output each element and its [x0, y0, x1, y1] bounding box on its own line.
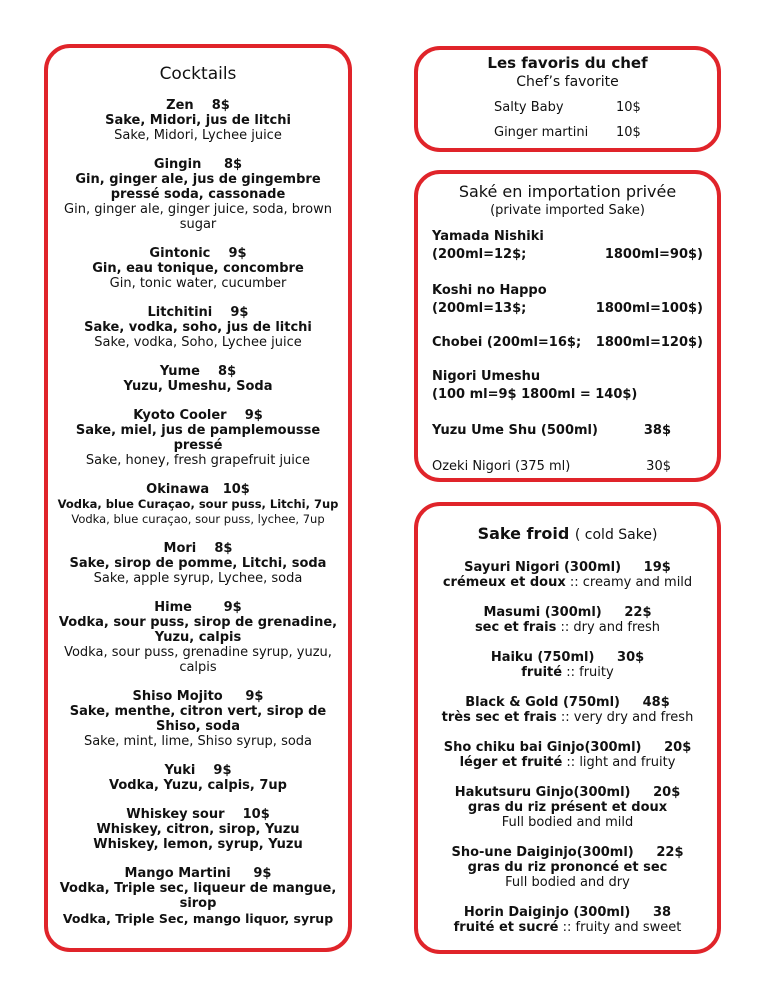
- sake-price: 20$: [653, 785, 681, 800]
- cold-sake-item: Haiku (750ml) 30$ fruité :: fruity: [490, 650, 645, 680]
- favorites-subtitle: Chef’s favorite: [516, 74, 619, 90]
- cocktail-desc-fr: Whiskey, citron, sirop, Yuzu: [96, 822, 300, 837]
- favorite-name: Salty Baby: [494, 100, 564, 115]
- import-item: [432, 368, 709, 404]
- cocktail-item: [54, 600, 342, 675]
- cocktail-name: Okinawa: [146, 482, 210, 497]
- favorite-name: Ginger martini: [494, 125, 589, 140]
- import-prices: (100 ml=9$ 1800ml = 140$): [432, 387, 638, 402]
- sake-name: Sayuri Nigori (300ml): [464, 560, 622, 575]
- cocktail-list: [54, 98, 342, 926]
- cocktail-price: 8$: [211, 98, 230, 113]
- favorite-item: [494, 100, 641, 115]
- cold-sake-item: Hakutsuru Ginjo(300ml) 20$ gras du riz présent et doux Full bodied and mild: [454, 785, 681, 830]
- cocktail-desc-fr: Yuzu, Umeshu, Soda: [123, 379, 273, 394]
- cocktail-name: Hime: [154, 600, 192, 615]
- sake-name: Hakutsuru Ginjo(300ml): [454, 785, 631, 800]
- cocktail-desc-en: Whiskey, lemon, syrup, Yuzu: [93, 837, 303, 852]
- cocktail-desc-fr: Sake, Midori, jus de litchi: [105, 113, 291, 128]
- cocktail-desc-en: Sake, apple syrup, Lychee, soda: [93, 571, 303, 586]
- cocktail-desc-en: Sake, mint, lime, Shiso syrup, soda: [83, 734, 313, 749]
- sake-price: 20$: [664, 740, 692, 755]
- import-name: Yuzu Ume Shu (500ml): [432, 423, 598, 438]
- sake-price: 22$: [624, 605, 652, 620]
- cocktail-name: Yume: [159, 364, 200, 379]
- cocktail-price: 8$: [218, 364, 237, 379]
- cocktail-item: [54, 541, 342, 586]
- import-price-large: 1800ml=90$): [604, 247, 703, 262]
- import-name: Chobei (200ml=16$;: [432, 335, 582, 350]
- cocktail-item: [54, 305, 342, 350]
- cocktail-item: [54, 98, 342, 143]
- cocktail-desc-fr: Sake, miel, jus de pamplemousse pressé: [75, 423, 321, 453]
- sake-name: Horin Daiginjo (300ml): [463, 905, 631, 920]
- favorites-title: Les favoris du chef: [487, 54, 648, 72]
- cocktail-price: 10$: [222, 482, 250, 497]
- cocktail-item: [54, 807, 342, 852]
- favorite-item: [494, 125, 641, 140]
- cocktail-item: [54, 866, 342, 926]
- cold-sake-panel: [414, 502, 721, 954]
- sake-price: 30$: [617, 650, 645, 665]
- favorite-price: 10$: [616, 125, 641, 140]
- cocktail-desc-en: Sake, honey, fresh grapefruit juice: [85, 453, 311, 468]
- cocktail-desc-fr: Sake, menthe, citron vert, sirop de Shiso, soda: [69, 704, 327, 734]
- cocktail-desc-en: Vodka, blue curaçao, sour puss, lychee, 7up: [71, 512, 325, 526]
- favorite-price: 10$: [616, 100, 641, 115]
- cocktail-item: [54, 246, 342, 291]
- import-item: [432, 458, 709, 476]
- cocktail-desc-en: Sake, Midori, Lychee juice: [114, 128, 282, 143]
- cocktail-desc-en: Vodka, sour puss, grenadine syrup, yuzu, calpis: [64, 645, 332, 675]
- cocktail-name: Mori: [163, 541, 197, 556]
- cocktail-price: 9$: [213, 763, 232, 778]
- cocktail-name: Kyoto Cooler: [133, 408, 227, 423]
- import-price: 38$: [643, 423, 671, 438]
- cocktail-price: 9$: [223, 600, 242, 615]
- import-name: Nigori Umeshu: [432, 369, 541, 384]
- cocktail-item: [54, 482, 342, 527]
- cocktails-title: Cocktails: [159, 64, 237, 84]
- cocktail-desc-fr: Gin, eau tonique, concombre: [92, 261, 304, 276]
- sake-name: Black & Gold (750ml): [465, 695, 620, 710]
- import-subtitle: (private imported Sake): [490, 203, 645, 218]
- cold-sake-list: [424, 560, 711, 950]
- import-price-large: 1800ml=120$): [595, 335, 703, 350]
- import-price: 30$: [646, 459, 671, 474]
- sake-price: 48$: [642, 695, 670, 710]
- cocktail-name: Mango Martini: [124, 866, 231, 881]
- cocktail-item: [54, 364, 342, 394]
- import-name: Koshi no Happo: [432, 283, 547, 298]
- import-price-large: 1800ml=100$): [595, 301, 703, 316]
- cocktail-desc-en: Vodka, Triple Sec, mango liquor, syrup: [62, 911, 334, 926]
- sake-name: Sho chiku bai Ginjo(300ml): [443, 740, 642, 755]
- cold-sake-item: Horin Daiginjo (300ml) 38 fruité et sucré :: fruity and sweet: [453, 905, 682, 935]
- sake-name: Masumi (300ml): [483, 605, 602, 620]
- cocktail-item: [54, 689, 342, 749]
- import-price-small: (200ml=13$;: [432, 301, 527, 316]
- import-item: [432, 228, 709, 264]
- cocktail-name: Zen: [166, 98, 194, 113]
- cocktail-desc-en: Sake, vodka, Soho, Lychee juice: [94, 335, 302, 350]
- cocktail-price: 10$: [242, 807, 270, 822]
- import-item: [432, 334, 709, 352]
- import-item: [432, 422, 709, 440]
- cocktail-name: Shiso Mojito: [132, 689, 223, 704]
- import-price-small: (200ml=12$;: [432, 247, 527, 262]
- cocktail-desc-fr: Vodka, sour puss, sirop de grenadine, Yuzu, calpis: [58, 615, 338, 645]
- private-import-panel: [414, 170, 721, 482]
- cocktail-desc-fr: Vodka, blue Curaçao, sour puss, Litchi, 7up: [57, 497, 339, 511]
- cocktail-price: 9$: [228, 246, 247, 261]
- cold-sake-item: Sho-une Daiginjo(300ml) 22$ gras du riz prononcé et sec Full bodied and dry: [451, 845, 684, 890]
- cold-sake-item: Black & Gold (750ml) 48$ très sec et frais :: very dry and fresh: [441, 695, 694, 725]
- sake-name: Sho-une Daiginjo(300ml): [451, 845, 634, 860]
- cold-sake-item: Sho chiku bai Ginjo(300ml) 20$ léger et fruité :: light and fruity: [443, 740, 692, 770]
- cocktail-name: Gintonic: [149, 246, 211, 261]
- cocktail-price: 9$: [245, 689, 264, 704]
- sake-price: 38: [652, 905, 672, 920]
- cocktail-price: 8$: [214, 541, 233, 556]
- cocktail-price: 9$: [230, 305, 249, 320]
- cocktail-price: 8$: [223, 157, 243, 172]
- import-item: [432, 282, 709, 318]
- cocktail-desc-fr: Vodka, Yuzu, calpis, 7up: [109, 778, 287, 793]
- cocktail-name: Litchitini: [147, 305, 213, 320]
- cocktail-desc-en: Gin, ginger ale, ginger juice, soda, brown sugar: [64, 202, 332, 232]
- cocktail-name: Whiskey sour: [126, 807, 225, 822]
- sake-name: Haiku (750ml): [490, 650, 595, 665]
- sake-price: 19$: [643, 560, 671, 575]
- sake-price: 22$: [656, 845, 684, 860]
- cocktail-desc-fr: Sake, sirop de pomme, Litchi, soda: [69, 556, 327, 571]
- cold-sake-title: Sake froid ( cold Sake): [477, 524, 658, 543]
- cocktail-item: [54, 408, 342, 468]
- cocktail-item: [54, 157, 342, 232]
- cocktails-panel: [44, 44, 352, 952]
- import-name: Yamada Nishiki: [432, 229, 544, 244]
- cocktail-name: Gingin: [153, 157, 202, 172]
- cold-sake-item: Masumi (300ml) 22$ sec et frais :: dry and fresh: [474, 605, 661, 635]
- cocktail-price: 9$: [253, 866, 272, 881]
- import-name: Ozeki Nigori (375 ml): [432, 459, 571, 474]
- cocktail-desc-en: Gin, tonic water, cucumber: [109, 276, 287, 291]
- import-list: [432, 228, 709, 494]
- cocktail-item: [54, 763, 342, 793]
- cold-sake-item: Sayuri Nigori (300ml) 19$ crémeux et doux :: creamy and mild: [442, 560, 693, 590]
- chef-favorites-panel: [414, 46, 721, 152]
- cocktail-desc-fr: Gin, ginger ale, jus de gingembre pressé soda, cassonade: [75, 172, 321, 202]
- cocktail-desc-fr: Vodka, Triple sec, liqueur de mangue, sirop: [59, 881, 337, 911]
- cocktail-desc-fr: Sake, vodka, soho, jus de litchi: [84, 320, 312, 335]
- import-title: Saké en importation privée: [458, 182, 677, 201]
- cocktail-price: 9$: [244, 408, 263, 423]
- cocktail-name: Yuki: [164, 763, 196, 778]
